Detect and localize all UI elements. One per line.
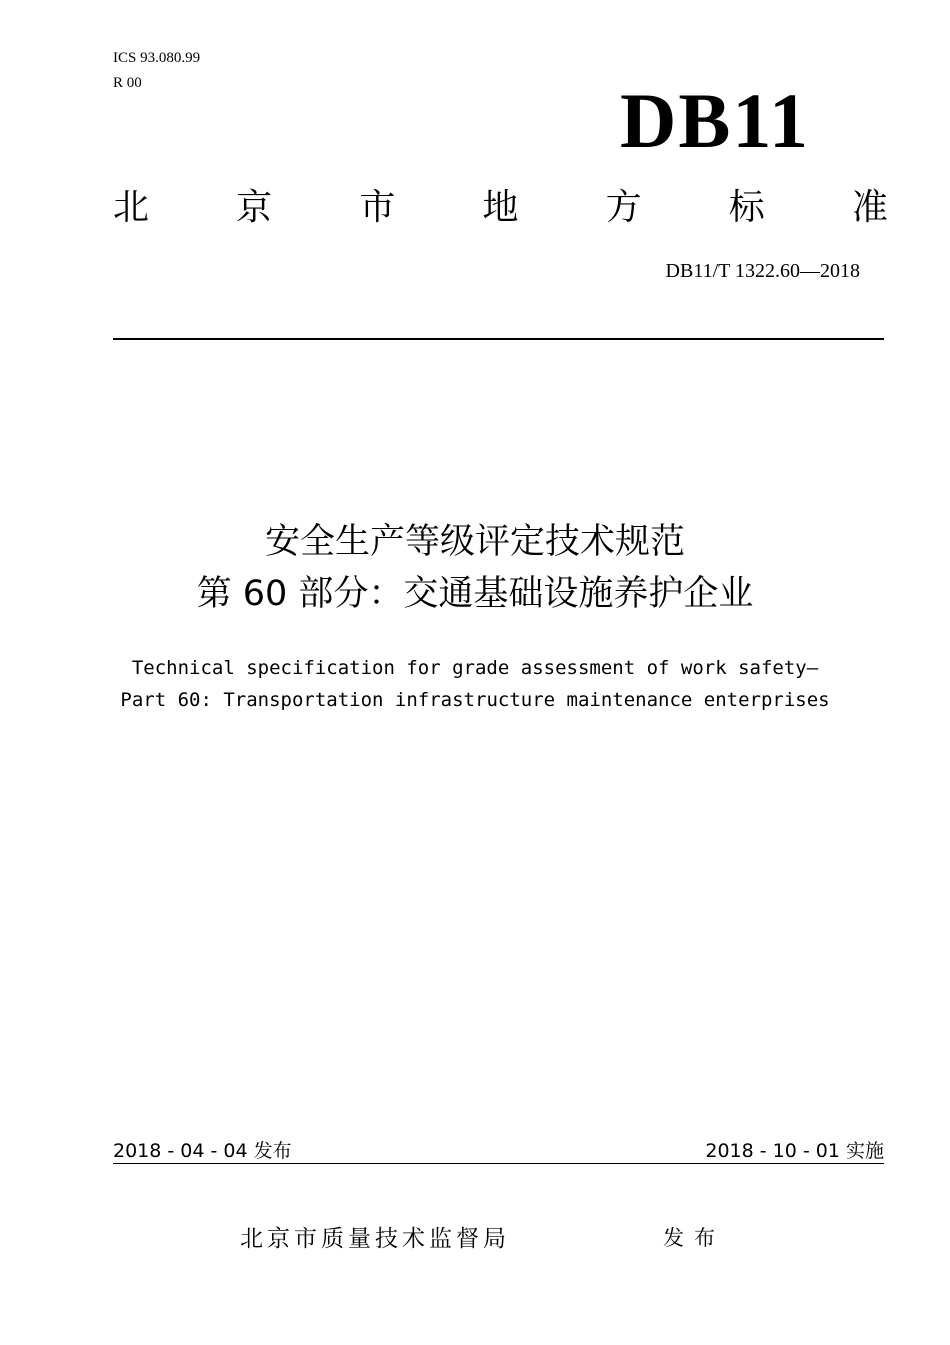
standard-type-char: 地 [482,187,519,228]
standard-type-char: 北 [113,187,150,228]
issue-date: 2018 - 04 - 04 发布 [113,1140,292,1162]
english-title-line-1: Technical specification for grade assessment of work safety— [131,657,819,679]
db11-logo: DB11 [620,77,811,164]
implementation-date: 2018 - 10 - 01 实施 [705,1140,884,1162]
chinese-title [75,516,875,620]
issuing-authority: 北京市质量技术监督局 [240,1226,510,1252]
chinese-title-line-1: 安全生产等级评定技术规范 [264,522,685,562]
standard-type-char: 标 [728,187,765,228]
bottom-divider [113,1163,884,1164]
standard-type-char: 市 [359,187,396,228]
english-title-line-2: Part 60: Transportation infrastructure maintenance enterprises [120,689,830,711]
standard-number: DB11/T 1322.60—2018 [665,260,860,282]
top-divider [113,338,884,340]
issue-label: 发布 [663,1226,725,1250]
chinese-title-line-2: 第 60 部分：交通基础设施养护企业 [196,574,754,614]
ccs-code: R 00 [113,75,142,91]
english-title [75,652,875,716]
standard-type-char: 京 [236,187,273,228]
ics-code: ICS 93.080.99 [113,50,201,66]
standard-type [113,186,888,230]
standard-type-char: 准 [851,187,888,228]
standard-type-char: 方 [605,187,642,228]
